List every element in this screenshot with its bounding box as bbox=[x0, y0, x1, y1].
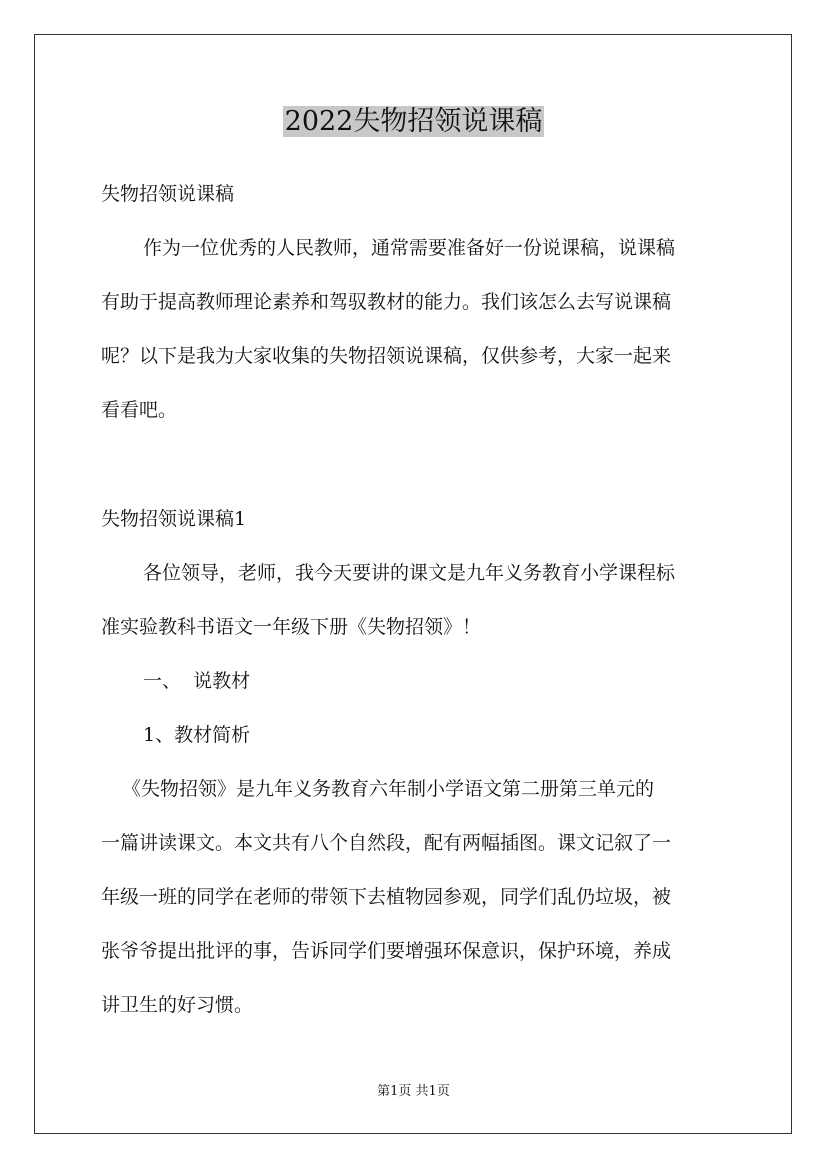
paragraph-line: 各位领导，老师，我今天要讲的课文是九年义务教育小学课程标 bbox=[143, 562, 676, 584]
paragraph-line: 一篇讲读课文。本文共有八个自然段，配有两幅插图。课文记叙了一 bbox=[101, 832, 672, 854]
paragraph-line: 年级一班的同学在老师的带领下去植物园参观，同学们乱仍垃圾，被 bbox=[101, 886, 672, 908]
paragraph-line: 有助于提高教师理论素养和驾驭教材的能力。我们该怎么去写说课稿 bbox=[101, 291, 672, 313]
section-heading: 失物招领说课稿 bbox=[101, 183, 235, 205]
document-title-text: 2022失物招领说课稿 bbox=[284, 106, 543, 137]
paragraph-line: 张爷爷提出批评的事，告诉同学们要增强环保意识，保护环境，养成 bbox=[101, 940, 672, 962]
paragraph-line: 呢？以下是我为大家收集的失物招领说课稿，仅供参考，大家一起来 bbox=[101, 345, 672, 367]
section-heading: 失物招领说课稿1 bbox=[101, 508, 247, 530]
paragraph-line: 作为一位优秀的人民教师，通常需要准备好一份说课稿，说课稿 bbox=[143, 237, 676, 259]
outline-subheading: 1、教材简析 bbox=[143, 724, 251, 746]
document-title bbox=[0, 103, 827, 141]
outline-heading: 一、 说教材 bbox=[143, 670, 251, 692]
page-footer: 第1页 共1页 bbox=[377, 1084, 450, 1099]
paragraph-line: 准实验教科书语文一年级下册《失物招领》！ bbox=[101, 616, 482, 638]
paragraph-line: 《失物招领》是九年义务教育六年制小学语文第二册第三单元的 bbox=[122, 778, 655, 800]
paragraph-line: 讲卫生的好习惯。 bbox=[101, 994, 254, 1016]
paragraph-line: 看看吧。 bbox=[101, 399, 178, 421]
